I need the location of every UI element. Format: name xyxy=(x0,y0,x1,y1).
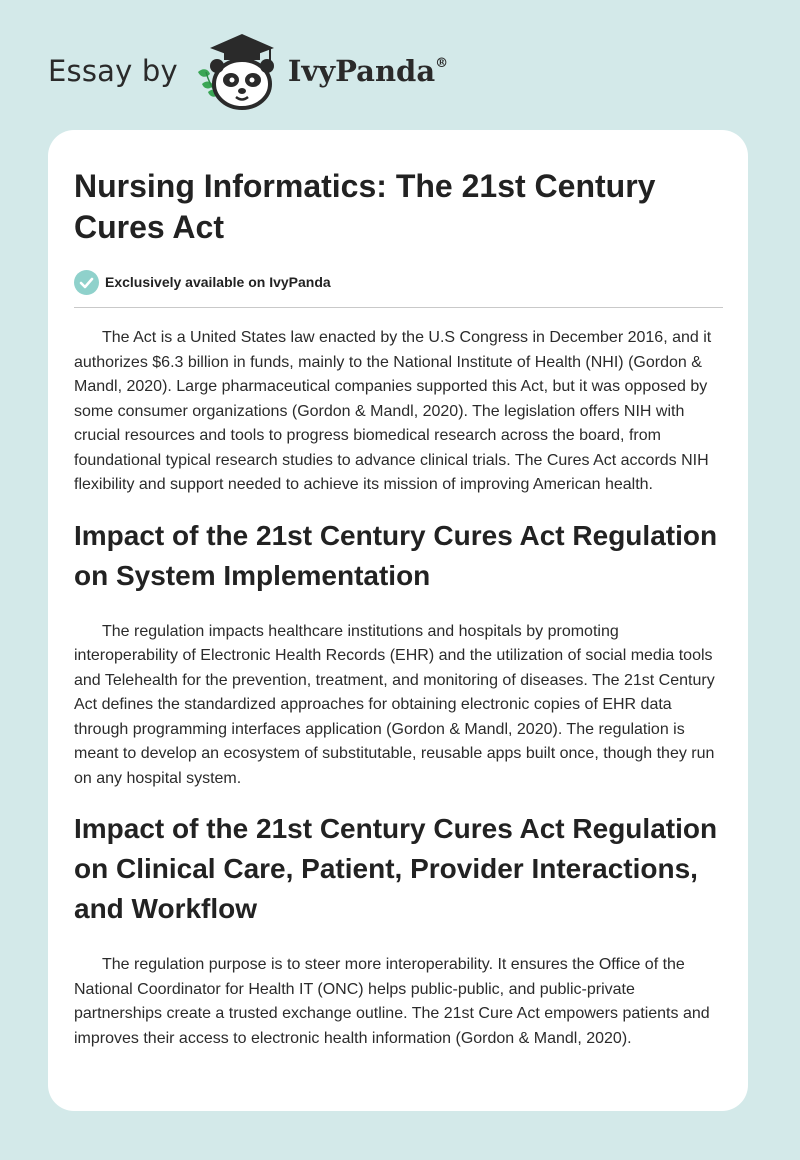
clinical-care-paragraph: The regulation purpose is to steer more interoperability. It ensures the Office of the National Coordinator for Health IT (ONC) helps public-public, and public-private partnerships create a trusted exchange outline. The 21st Cure Act empowers patients and improves their access to electronic health information (Gordon & Mandl, 2020). xyxy=(74,956,710,1047)
section-heading-system-implementation: Impact of the 21st Century Cures Act Regulation on System Implementation xyxy=(74,519,718,591)
divider xyxy=(74,307,723,308)
essay-card xyxy=(48,130,748,1111)
essay-by-label: Essay by xyxy=(48,54,178,88)
intro-paragraph: The Act is a United States law enacted by the U.S Congress in December 2016, and it authorizes $6.3 billion in funds, mainly to the National Institute of Health (NHI) (Gordon & Mandl, 2020). Large pharmaceutical companies supported this Act, but it was opposed by some consumer organizations (Gordon & Mandl, 2020). The legislation offers NIH with crucial resources and tools to progress biomedical research across the board, from foundational typical research studies to advance clinical trials. The Cures Act accords NIH flexibility and support needed to achieve its mission of improving American health. xyxy=(74,329,712,493)
page-title: Nursing Informatics: The 21st Century Cures Act xyxy=(74,168,656,245)
brand-name-text: IvyPanda xyxy=(287,54,436,88)
site-header xyxy=(48,28,448,114)
exclusive-badge xyxy=(74,268,722,296)
panda-logo-icon[interactable] xyxy=(192,28,282,114)
registered-mark: ® xyxy=(435,56,449,71)
checkmark-icon xyxy=(74,270,99,295)
section-heading-clinical-care: Impact of the 21st Century Cures Act Regulation on Clinical Care, Patient, Provider Interactions, and Workflow xyxy=(74,813,718,924)
system-implementation-paragraph: The regulation impacts healthcare institutions and hospitals by promoting interoperability of Electronic Health Records (EHR) and the utilization of social media tools and Telehealth for the prevention, treatment, and monitoring of diseases. The 21st Century Act defines the standardized approaches for obtaining electronic copies of EHR data through programming interfaces application (Gordon & Mandl, 2020). The regulation is meant to develop an ecosystem of substitutable, reusable apps built once, though they run on any hospital system. xyxy=(74,622,715,787)
exclusive-badge-label: Exclusively available on IvyPanda xyxy=(105,274,331,290)
brand-name[interactable] xyxy=(288,54,448,88)
